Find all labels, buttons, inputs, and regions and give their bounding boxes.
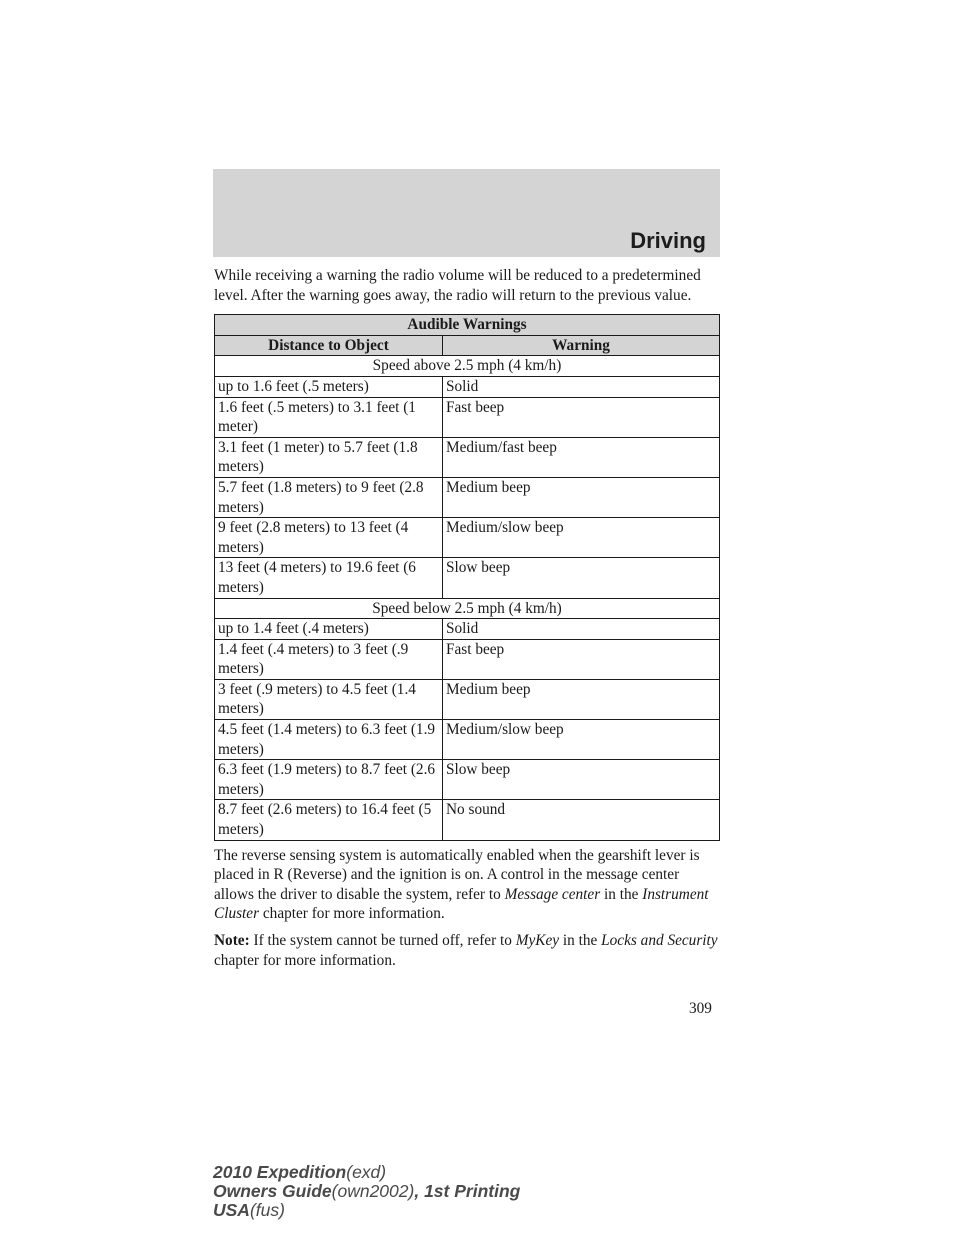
warning-cell: Slow beep — [443, 760, 720, 800]
table-row — [215, 477, 720, 517]
warning-cell: Fast beep — [443, 639, 720, 679]
warning-cell: Medium beep — [443, 477, 720, 517]
distance-cell: 1.4 feet (.4 meters) to 3 feet (.9 meters) — [215, 639, 443, 679]
table-title: Audible Warnings — [215, 315, 720, 336]
chapter-title: Driving — [630, 228, 706, 253]
warning-cell: Solid — [443, 376, 720, 397]
distance-cell: 4.5 feet (1.4 meters) to 6.3 feet (1.9 meters) — [215, 720, 443, 760]
section-speed-below: Speed below 2.5 mph (4 km/h) — [215, 598, 720, 619]
warning-cell: No sound — [443, 800, 720, 840]
footer-model-code: (exd) — [346, 1162, 387, 1182]
warning-cell: Medium beep — [443, 679, 720, 719]
note-label: Note: — [214, 932, 250, 949]
paragraph-text: If the system cannot be turned off, refer to — [253, 932, 512, 949]
instrument-cluster-reference: Instrument Cluster — [214, 885, 709, 923]
paragraph-text: chapter for more information. — [262, 905, 445, 923]
distance-cell: 3.1 feet (1 meter) to 5.7 feet (1.8 meters) — [215, 437, 443, 477]
footer-guide-code: (own2002) — [331, 1181, 415, 1201]
warning-cell: Medium/fast beep — [443, 437, 720, 477]
paragraph-text: chapter for more information. — [214, 951, 396, 969]
distance-cell: 9 feet (2.8 meters) to 13 feet (4 meters) — [215, 518, 443, 558]
table-row — [215, 679, 720, 719]
distance-cell: 8.7 feet (2.6 meters) to 16.4 feet (5 meters) — [215, 800, 443, 840]
distance-cell: 5.7 feet (1.8 meters) to 9 feet (2.8 meters) — [215, 477, 443, 517]
footer-model: 2010 Expedition — [213, 1162, 347, 1182]
paragraph-text: in the — [562, 932, 598, 949]
warning-cell: Medium/slow beep — [443, 720, 720, 760]
warning-cell: Slow beep — [443, 558, 720, 598]
page-number: 309 — [689, 1000, 712, 1017]
footer-imprint — [213, 1163, 520, 1220]
warning-cell: Solid — [443, 619, 720, 640]
footer-market-code: (fus) — [249, 1200, 285, 1220]
table-row — [215, 437, 720, 477]
reverse-sensing-paragraph — [214, 846, 720, 924]
table-row — [215, 800, 720, 840]
mykey-reference: MyKey — [515, 932, 560, 949]
footer-printing: , 1st Printing — [414, 1181, 521, 1201]
column-header-warning: Warning — [443, 335, 720, 356]
table-row — [215, 619, 720, 640]
column-header-distance: Distance to Object — [215, 335, 443, 356]
note-paragraph — [214, 931, 720, 970]
table-row — [215, 518, 720, 558]
warning-cell: Medium/slow beep — [443, 518, 720, 558]
distance-cell: up to 1.4 feet (.4 meters) — [215, 619, 443, 640]
message-center-reference: Message center — [504, 885, 601, 903]
locks-security-reference: Locks and Security — [601, 932, 718, 949]
chapter-header — [213, 169, 720, 257]
page-content — [214, 266, 720, 970]
distance-cell: 3 feet (.9 meters) to 4.5 feet (1.4 meters) — [215, 679, 443, 719]
table-row — [215, 397, 720, 437]
table-row — [215, 376, 720, 397]
footer-market: USA — [213, 1200, 250, 1220]
distance-cell: up to 1.6 feet (.5 meters) — [215, 376, 443, 397]
audible-warnings-table — [214, 314, 720, 840]
section-speed-above: Speed above 2.5 mph (4 km/h) — [215, 356, 720, 377]
intro-paragraph: While receiving a warning the radio volume will be reduced to a predetermined level. After the warning goes away, the radio will return to the previous value. — [214, 267, 701, 304]
distance-cell: 1.6 feet (.5 meters) to 3.1 feet (1 meter) — [215, 397, 443, 437]
table-row — [215, 720, 720, 760]
footer-guide: Owners Guide — [213, 1181, 332, 1201]
warning-cell: Fast beep — [443, 397, 720, 437]
paragraph-text: The reverse sensing system is automatically enabled when the gearshift lever is placed in R (Reverse) and the ignition is on. A control in the message center allows the driver to disable the system, refer to — [214, 846, 700, 903]
table-row — [215, 760, 720, 800]
table-row — [215, 558, 720, 598]
distance-cell: 13 feet (4 meters) to 19.6 feet (6 meters) — [215, 558, 443, 598]
distance-cell: 6.3 feet (1.9 meters) to 8.7 feet (2.6 meters) — [215, 760, 443, 800]
table-row — [215, 639, 720, 679]
paragraph-text: in the — [603, 885, 639, 903]
